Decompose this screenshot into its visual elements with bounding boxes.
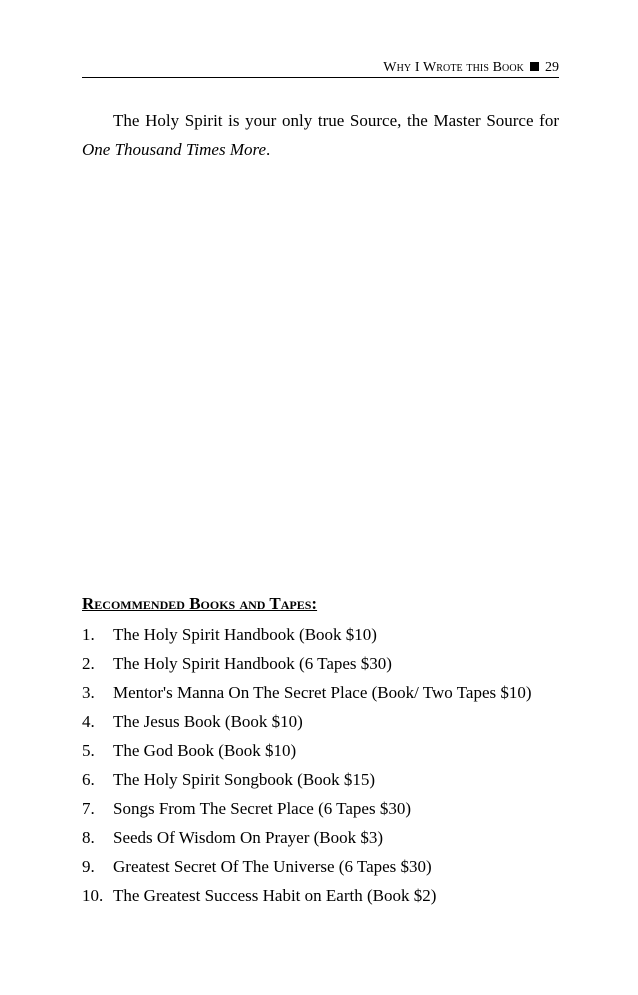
list-item-text: Greatest Secret Of The Universe (6 Tapes $30) [113,857,432,876]
list-item [82,823,559,852]
book-list [82,620,559,910]
list-item-text: The Holy Spirit Songbook (Book $15) [113,770,376,789]
list-item-number: 2. [82,654,95,673]
list-item-number: 1. [82,625,95,644]
list-item [82,794,559,823]
list-item [82,649,559,678]
list-item-text: Seeds Of Wisdom On Prayer (Book $3) [113,828,384,847]
list-item-number: 6. [82,770,95,789]
list-item [82,852,559,881]
section-title: Recommended Books and Tapes: [82,594,318,613]
list-item [82,881,559,910]
list-item [82,736,559,765]
paragraph-text: The Holy Spirit is your only true Source, the Master Source for [113,111,559,130]
list-item [82,678,559,707]
list-item-text: The God Book (Book $10) [113,741,297,760]
list-item-number: 8. [82,828,95,847]
list-item [82,765,559,794]
running-title: Why I Wrote this Book [383,60,524,75]
list-item-number: 9. [82,857,95,876]
list-item [82,707,559,736]
page-number: 29 [545,60,559,75]
list-item-text: Mentor's Manna On The Secret Place (Book/ Two Tapes $10) [113,683,532,702]
list-item-number: 3. [82,683,95,702]
list-item-text: The Greatest Success Habit on Earth (Book $2) [113,886,437,905]
list-item-text: The Holy Spirit Handbook (Book $10) [113,625,377,644]
body-paragraph [82,106,559,164]
header-rule [82,77,559,78]
list-item-number: 5. [82,741,95,760]
square-bullet-icon [530,62,539,71]
paragraph-end: . [266,140,271,159]
list-item-number: 7. [82,799,95,818]
list-item-number: 10. [82,886,104,905]
book-title-italic: One Thousand Times More [82,140,267,159]
list-item [82,620,559,649]
running-header [82,60,559,76]
list-item-text: The Jesus Book (Book $10) [113,712,303,731]
list-item-text: Songs From The Secret Place (6 Tapes $30) [113,799,411,818]
list-item-text: The Holy Spirit Handbook (6 Tapes $30) [113,654,392,673]
list-item-number: 4. [82,712,95,731]
